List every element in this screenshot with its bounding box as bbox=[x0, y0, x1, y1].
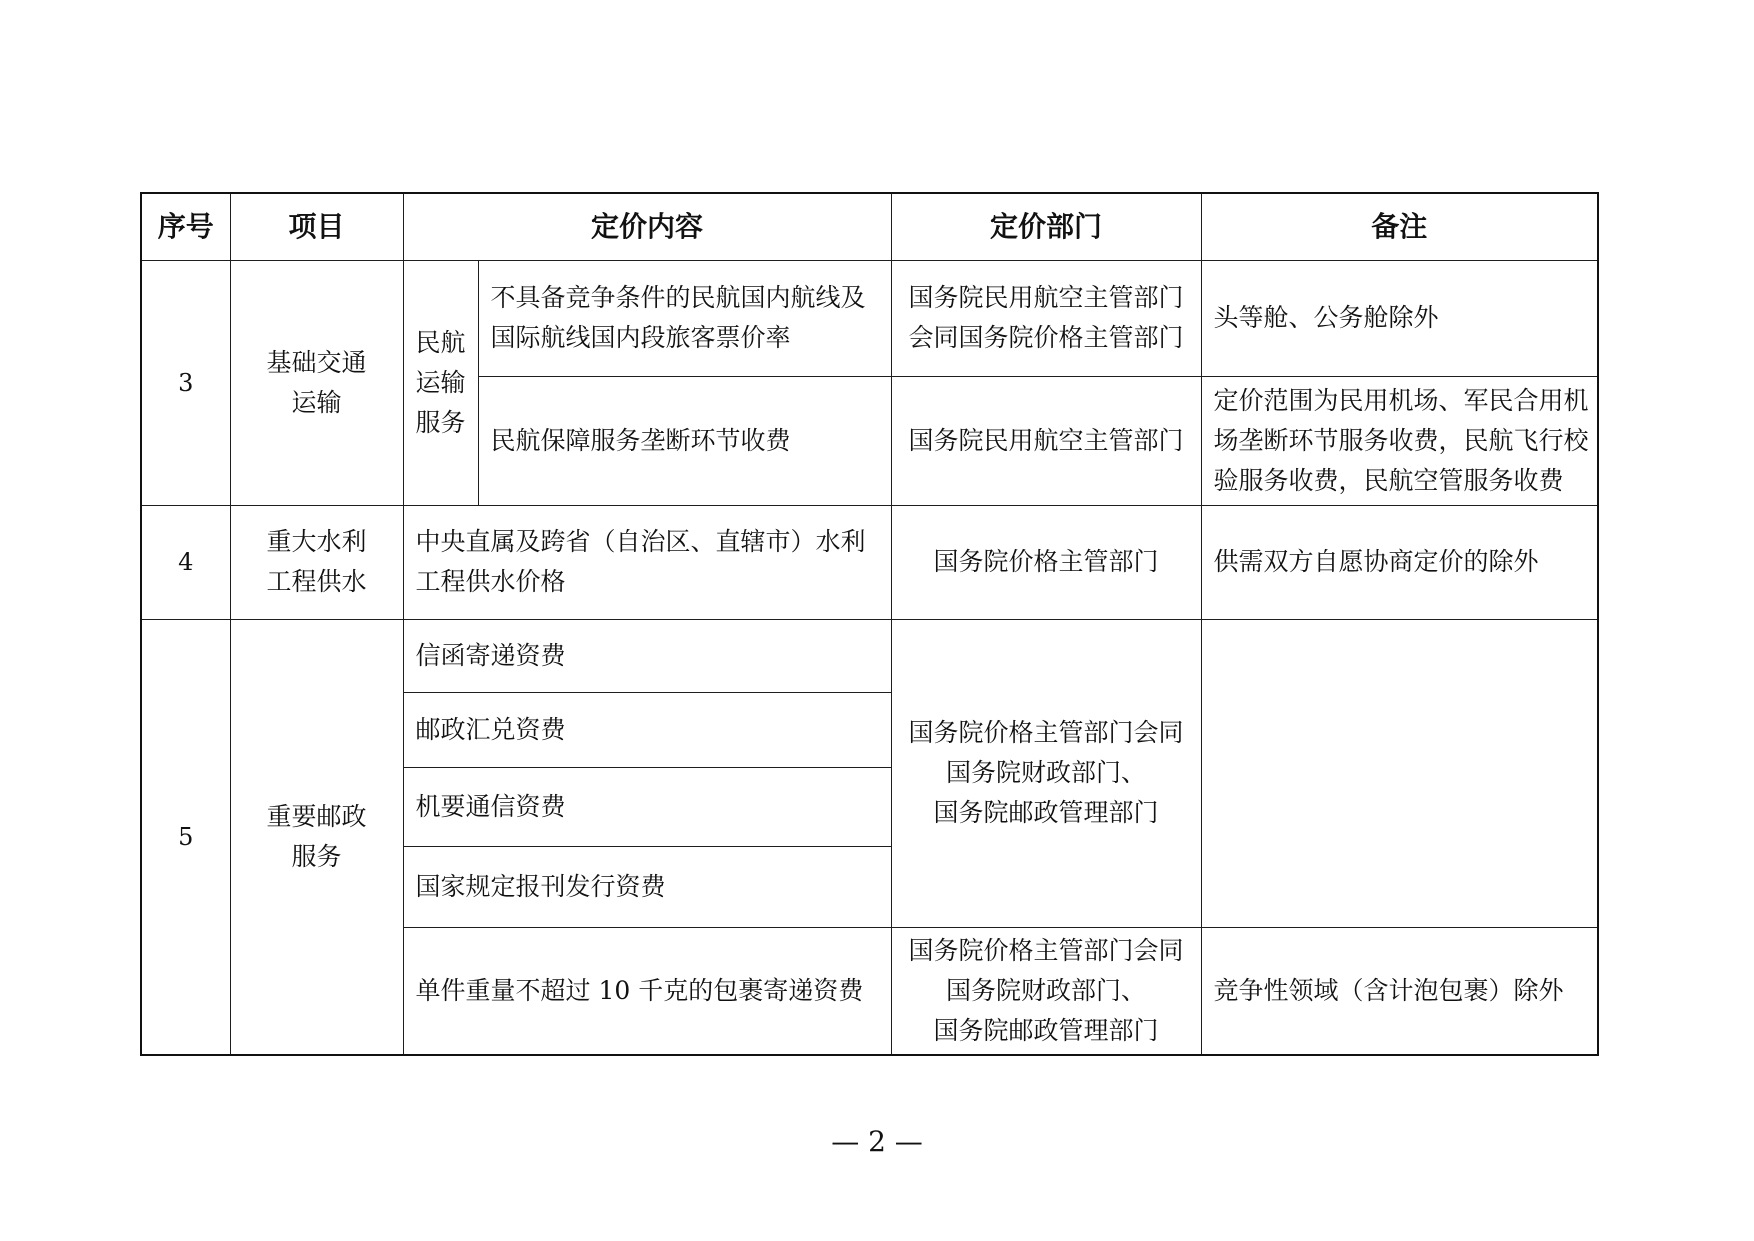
sub-category-cell bbox=[403, 260, 478, 505]
content-cell bbox=[403, 619, 891, 692]
item-text-line: 工程供水 bbox=[266, 567, 367, 596]
content-text-line: 不具备竞争条件的民航国内航线及 bbox=[490, 283, 866, 312]
item-text-line: 服务 bbox=[291, 841, 342, 871]
content-cell bbox=[478, 376, 891, 505]
dept-cell bbox=[891, 927, 1201, 1055]
dept-text-line: 国务院邮政管理部门 bbox=[933, 1015, 1159, 1045]
item-text-line: 运输 bbox=[291, 387, 342, 417]
item-text-line: 基础交通 bbox=[266, 347, 367, 377]
note-cell bbox=[1201, 260, 1598, 376]
seq-number: 3 bbox=[178, 368, 194, 397]
dept-text-line: 国务院财政部门、 bbox=[946, 758, 1147, 787]
item-cell bbox=[230, 260, 403, 505]
item-cell bbox=[230, 505, 403, 619]
header-content: 定价内容 bbox=[403, 193, 891, 260]
dept-cell bbox=[891, 376, 1201, 505]
note-text-line: 竞争性领域（含计泡包裹）除外 bbox=[1213, 975, 1564, 1005]
item-text-line: 重大水利 bbox=[266, 527, 367, 556]
dept-text-line: 国务院邮政管理部门 bbox=[933, 798, 1159, 827]
content-text-line: 国际航线国内段旅客票价率 bbox=[490, 323, 791, 352]
seq-cell bbox=[141, 619, 230, 1055]
dept-cell bbox=[891, 619, 1201, 927]
note-text-line: 验服务收费，民航空管服务收费 bbox=[1213, 465, 1564, 495]
header-seq: 序号 bbox=[141, 193, 230, 260]
item-cell bbox=[230, 619, 403, 1055]
note-cell bbox=[1201, 376, 1598, 505]
dept-cell bbox=[891, 260, 1201, 376]
seq-cell bbox=[141, 260, 230, 505]
content-text-line: 机要通信资费 bbox=[415, 791, 566, 821]
seq-number: 5 bbox=[178, 822, 194, 851]
content-cell bbox=[403, 505, 891, 619]
sub-category-text-line: 民航 bbox=[415, 327, 466, 357]
table-row bbox=[141, 619, 1598, 692]
content-text-line: 中央直属及跨省（自治区、直辖市）水利 bbox=[415, 527, 866, 556]
dept-text-line: 国务院民用航空主管部门 bbox=[908, 283, 1184, 312]
sub-category-text-line: 运输 bbox=[415, 367, 466, 397]
content-cell bbox=[403, 846, 891, 927]
table-header-row bbox=[141, 193, 1598, 260]
content-text-line: 单件重量不超过 10 千克的包裹寄递资费 bbox=[415, 975, 864, 1005]
content-text-line: 工程供水价格 bbox=[415, 567, 566, 596]
dept-text-line: 国务院价格主管部门 bbox=[933, 547, 1159, 576]
header-note: 备注 bbox=[1201, 193, 1598, 260]
note-text-line: 场垄断环节服务收费，民航飞行校 bbox=[1213, 425, 1589, 455]
content-cell bbox=[403, 767, 891, 846]
header-item: 项目 bbox=[230, 193, 403, 260]
table-row bbox=[141, 505, 1598, 619]
note-text-line: 头等舱、公务舱除外 bbox=[1213, 303, 1439, 332]
page-number: — 2 — bbox=[831, 1125, 923, 1158]
sub-category-text-line: 服务 bbox=[415, 407, 466, 437]
content-text-line: 信函寄递资费 bbox=[415, 640, 566, 670]
content-text-line: 民航保障服务垄断环节收费 bbox=[490, 425, 791, 455]
content-text-line: 国家规定报刊发行资费 bbox=[415, 871, 666, 901]
content-cell bbox=[403, 692, 891, 767]
dept-text-line: 国务院价格主管部门会同 bbox=[908, 718, 1184, 747]
note-text-line: 定价范围为民用机场、军民合用机 bbox=[1213, 385, 1589, 415]
table-row bbox=[141, 260, 1598, 376]
dept-cell bbox=[891, 505, 1201, 619]
dept-text-line: 国务院民用航空主管部门 bbox=[908, 425, 1184, 455]
note-cell bbox=[1201, 927, 1598, 1055]
note-cell bbox=[1201, 505, 1598, 619]
note-text-line: 供需双方自愿协商定价的除外 bbox=[1213, 547, 1539, 576]
pricing-table bbox=[140, 192, 1599, 1056]
content-cell bbox=[403, 927, 891, 1055]
item-text-line: 重要邮政 bbox=[266, 801, 367, 831]
header-dept: 定价部门 bbox=[891, 193, 1201, 260]
seq-cell bbox=[141, 505, 230, 619]
content-cell bbox=[478, 260, 891, 376]
dept-text-line: 国务院财政部门、 bbox=[946, 975, 1147, 1005]
content-text-line: 邮政汇兑资费 bbox=[415, 714, 566, 744]
seq-number: 4 bbox=[178, 548, 194, 576]
note-cell-empty bbox=[1201, 619, 1598, 927]
dept-text-line: 会同国务院价格主管部门 bbox=[908, 323, 1184, 352]
dept-text-line: 国务院价格主管部门会同 bbox=[908, 935, 1184, 965]
